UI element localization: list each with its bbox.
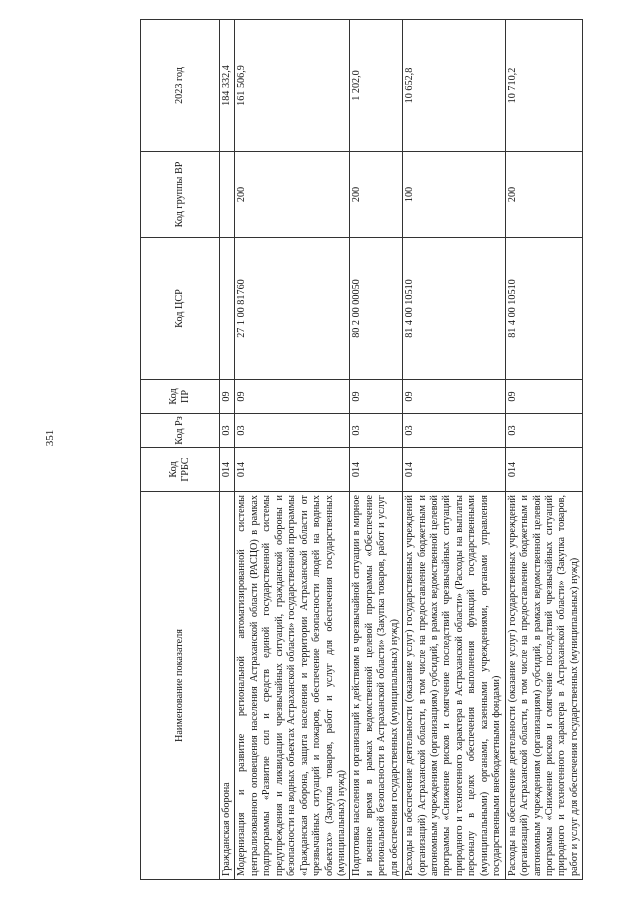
header-pr: Код ПР: [141, 380, 220, 414]
row-rz: 03: [220, 414, 235, 448]
row-grbs: 014: [220, 448, 235, 492]
row-name: Подготовка населения и организаций к действиям в чрезвычайной ситуации в мирное и военное время в рамках ведомственной целевой программы «Обеспечение региональной безопасности в Астраханской области» (Закупка товаров, работ и услуг для обеспечения государственных (муниципальных) нужд): [350, 492, 403, 880]
row-pr: 09: [235, 380, 350, 414]
row-pr: 09: [403, 380, 506, 414]
header-rz: Код Рз: [141, 414, 220, 448]
row-csr: 81 4 00 10510: [505, 238, 583, 380]
header-vr: Код группы ВР: [141, 152, 220, 238]
table-row: [350, 20, 403, 880]
table-row: [220, 20, 235, 880]
row-amount: 10 652,8: [403, 20, 506, 152]
row-rz: 03: [350, 414, 403, 448]
table-row: [403, 20, 506, 880]
row-name: Гражданская оборона: [220, 492, 235, 880]
row-grbs: 014: [403, 448, 506, 492]
row-name: Расходы на обеспечение деятельности (оказание услуг) государственных учреждений (организаций) Астраханской области, в том числе на предоставление бюджетным и автономным учреждениям (организациям) субсидий, в рамках ведомственной целевой программы «Снижение рисков и смягчение последствий чрезвычайных ситуаций природного и техногенного характера в Астраханской области» (Закупка товаров, работ и услуг для обеспечения государственных (муниципальных) нужд): [505, 492, 583, 880]
row-csr: 81 4 00 10510: [403, 238, 506, 380]
row-amount: 161 506,9: [235, 20, 350, 152]
row-vr: 200: [235, 152, 350, 238]
row-pr: 09: [220, 380, 235, 414]
row-pr: 09: [350, 380, 403, 414]
row-grbs: 014: [505, 448, 583, 492]
row-rz: 03: [235, 414, 350, 448]
row-grbs: 014: [235, 448, 350, 492]
row-rz: 03: [403, 414, 506, 448]
row-name: Расходы на обеспечение деятельности (оказание услуг) государственных учреждений (организаций) Астраханской области, в том числе на предоставление бюджетным и автономным учреждениям (организациям) субсидий, в рамках ведомственной целевой программы «Снижение рисков и смягчение последствий чрезвычайных ситуаций природного и техногенного характера в Астраханской области» (Расходы на выплаты персоналу в целях обеспечения выполнения функций государственными (муниципальными) органами, казенными учреждениями, органами управления государственными внебюджетными фондами): [403, 492, 506, 880]
table-row: [505, 20, 583, 880]
budget-table: [140, 19, 583, 880]
row-amount: 184 332,4: [220, 20, 235, 152]
page-number: 351: [44, 429, 56, 447]
row-rz: 03: [505, 414, 583, 448]
table-header-row: [141, 20, 220, 880]
row-grbs: 014: [350, 448, 403, 492]
row-amount: 1 202,0: [350, 20, 403, 152]
row-vr: 100: [403, 152, 506, 238]
table-row: [235, 20, 350, 880]
header-grbs: Код ГРБС: [141, 448, 220, 492]
row-csr: 27 1 00 81760: [235, 238, 350, 380]
row-name: Модернизация и развитие региональной автоматизированной системы централизованного оповещения населения Астраханской области (РАСЦО) в рамках подпрограммы «Развитие сил и средств единой государственной системы предупреждения и ликвидации чрезвычайных ситуаций, гражданской обороны и безопасности на водных объектах Астраханской области» государственной программы «Гражданская оборона, защита населения и территории Астраханской области от чрезвычайных ситуаций и пожаров, обеспечение безопасности людей на водных объектах» (Закупка товаров, работ и услуг для обеспечения государственных (муниципальных) нужд): [235, 492, 350, 880]
row-pr: 09: [505, 380, 583, 414]
row-vr: 200: [505, 152, 583, 238]
row-vr: 200: [350, 152, 403, 238]
row-amount: 10 710,2: [505, 20, 583, 152]
header-name: Наименование показателя: [141, 492, 220, 880]
header-csr: Код ЦСР: [141, 238, 220, 380]
document-page: [140, 20, 620, 880]
row-vr: [220, 152, 235, 238]
header-amount: 2023 год: [141, 20, 220, 152]
row-csr: 80 2 00 00050: [350, 238, 403, 380]
row-csr: [220, 238, 235, 380]
